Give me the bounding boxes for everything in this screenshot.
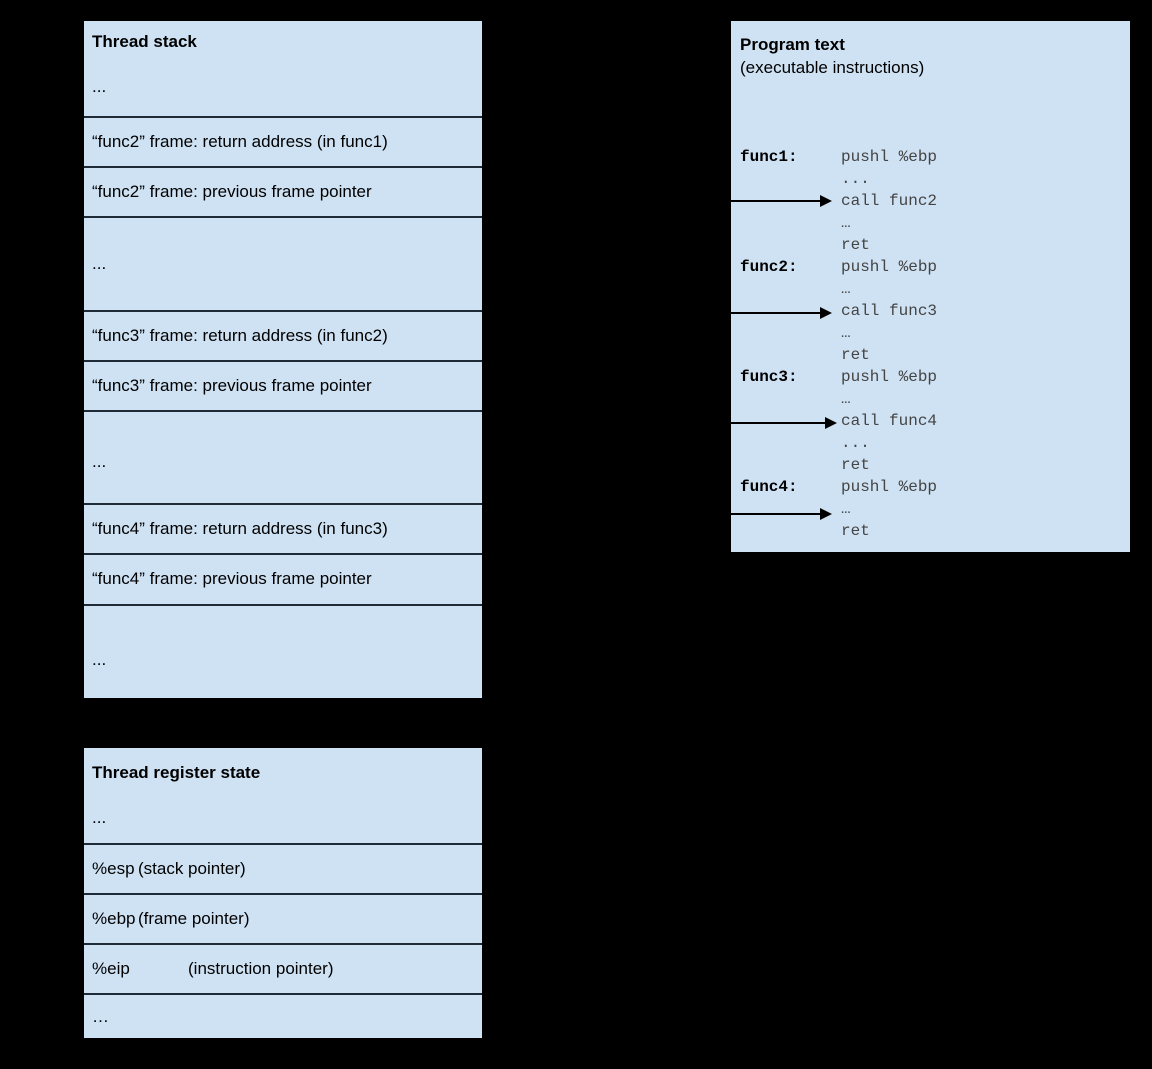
register-desc: (frame pointer) [138,909,250,928]
code-label-func1: func1: [740,148,798,166]
register-desc: (stack pointer) [138,859,246,878]
code-label-func2: func2: [740,258,798,276]
stack-row-text: “func3” frame: previous frame pointer [92,376,372,395]
stack-row-func2-frame-pointer [84,166,482,216]
stack-row-ellipsis [84,410,482,503]
stack-row-func4-frame-pointer [84,553,482,604]
code-instr-call-func4: call func4 [841,412,938,430]
register-state-box [84,748,482,1038]
code-instr: ... [841,434,870,452]
register-row-text: … [92,1007,109,1026]
code-instr: … [841,280,851,298]
code-instr: pushl %ebp [841,478,938,496]
stack-row-func3-return-address [84,310,482,360]
stack-row-text: “func3” frame: return address (in func2) [92,326,388,345]
code-label-func3: func3: [740,368,798,386]
program-text-title: Program text [740,35,845,54]
stack-row-text: “func2” frame: previous frame pointer [92,182,372,201]
stack-row-text: “func2” frame: return address (in func1) [92,132,388,151]
register-row-ellipsis [84,993,482,1038]
stack-row-text: “func4” frame: return address (in func3) [92,519,388,538]
thread-stack-box [84,21,482,698]
register-row-esp [84,843,482,893]
stack-row-func2-return-address [84,116,482,166]
code-instr: ret [841,456,870,474]
code-instr: pushl %ebp [841,368,938,386]
stack-row-ellipsis [84,216,482,310]
register-row-eip [84,943,482,993]
stack-row-text: ... [92,77,107,96]
arrow-right-icon [731,312,830,314]
code-instr: ... [841,170,870,188]
code-instr: ret [841,522,870,540]
register-name: %ebp [92,909,136,928]
stack-header-cell [84,21,482,116]
stack-row-text: ... [92,452,107,471]
code-label-func4: func4: [740,478,798,496]
code-instr-call-func3: call func3 [841,302,938,320]
code-instr: … [841,214,851,232]
arrow-right-icon [731,200,830,202]
code-instr: … [841,500,851,518]
register-name: %esp [92,859,135,878]
register-row-ebp [84,893,482,943]
stack-row-func4-return-address [84,503,482,553]
stack-row-text: “func4” frame: previous frame pointer [92,569,372,588]
register-row-text: ... [92,808,107,827]
stack-row-func3-frame-pointer [84,360,482,410]
code-instr: ret [841,236,870,254]
register-state-title: Thread register state [92,763,261,782]
thread-stack-title: Thread stack [92,32,197,51]
register-desc: (instruction pointer) [188,959,334,978]
stack-row-text: ... [92,254,107,273]
stack-row-text: ... [92,650,107,669]
arrow-right-icon [731,422,835,424]
program-text-box [731,21,1130,552]
register-header-cell [84,748,482,843]
code-instr: … [841,390,851,408]
arrow-right-icon [731,513,830,515]
program-text-subtitle: (executable instructions) [740,58,925,77]
code-instr: … [841,324,851,342]
code-instr: pushl %ebp [841,148,938,166]
register-name: %eip [92,959,130,978]
stack-row-ellipsis [84,604,482,698]
code-instr: ret [841,346,870,364]
code-instr: pushl %ebp [841,258,938,276]
code-instr-call-func2: call func2 [841,192,938,210]
